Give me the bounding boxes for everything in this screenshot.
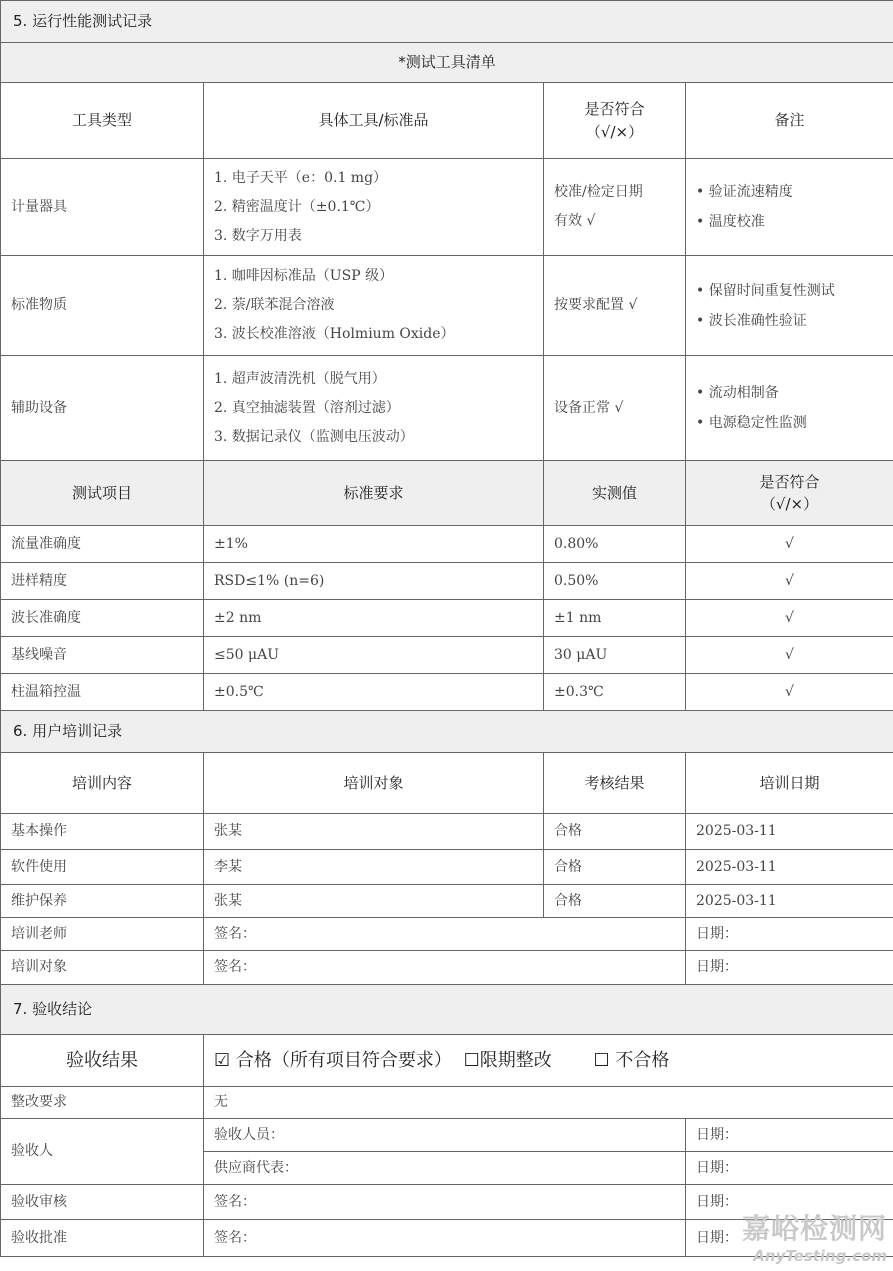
section-7-title: 7. 验收结论 xyxy=(1,985,893,1035)
header-tool-type: 工具类型 xyxy=(1,83,204,159)
test-measured: 0.50% xyxy=(544,563,686,600)
header-notes: 备注 xyxy=(686,83,893,159)
date-field[interactable]: 日期： xyxy=(686,918,893,951)
header-test-item: 测试项目 xyxy=(1,461,204,526)
tool-status: 校准/检定日期 有效 √ xyxy=(544,159,686,256)
checkbox-pass[interactable]: ☑ 合格（所有项目符合要求） xyxy=(214,1050,452,1071)
watermark-cn: 嘉峪检测网 xyxy=(741,1212,887,1245)
test-ok: √ xyxy=(686,637,893,674)
watermark-logo xyxy=(742,1207,887,1265)
acceptance-options xyxy=(204,1035,893,1087)
test-measured: 30 μAU xyxy=(544,637,686,674)
test-requirement: RSD≤1% (n=6) xyxy=(204,563,544,600)
test-item: 进样精度 xyxy=(1,563,204,600)
table-row xyxy=(1,637,893,674)
table-row xyxy=(1,674,893,711)
signature-field[interactable]: 签名： xyxy=(204,918,686,951)
acceptor-label: 验收人 xyxy=(1,1119,204,1185)
training-date: 2025-03-11 xyxy=(686,850,893,885)
signature-row xyxy=(1,951,893,985)
tool-type: 标准物质 xyxy=(1,256,204,356)
training-date: 2025-03-11 xyxy=(686,885,893,918)
test-item: 基线噪音 xyxy=(1,637,204,674)
test-item: 波长准确度 xyxy=(1,600,204,637)
header-training-content: 培训内容 xyxy=(1,753,204,814)
test-measured: 0.80% xyxy=(544,526,686,563)
signature-field[interactable]: 签名： xyxy=(204,1185,686,1220)
test-requirement: ±2 nm xyxy=(204,600,544,637)
rectify-label: 整改要求 xyxy=(1,1087,204,1119)
table-row xyxy=(1,850,893,885)
signature-row xyxy=(1,918,893,951)
date-field[interactable]: 日期： xyxy=(686,1119,893,1152)
test-ok: √ xyxy=(686,600,893,637)
watermark-en: AnyTesting.com xyxy=(753,1247,887,1265)
assessment-result: 合格 xyxy=(544,814,686,850)
approve-label: 验收批准 xyxy=(1,1220,204,1257)
table-row xyxy=(1,563,893,600)
sign-role: 培训对象 xyxy=(1,951,204,985)
tool-status: 设备正常 √ xyxy=(544,356,686,461)
training-content: 基本操作 xyxy=(1,814,204,850)
training-date: 2025-03-11 xyxy=(686,814,893,850)
tool-type: 计量器具 xyxy=(1,159,204,256)
tool-type: 辅助设备 xyxy=(1,356,204,461)
table-row xyxy=(1,526,893,563)
header-measured: 实测值 xyxy=(544,461,686,526)
training-content: 维护保养 xyxy=(1,885,204,918)
section-5-title: 5. 运行性能测试记录 xyxy=(1,1,893,43)
tool-items: 1. 超声波清洗机（脱气用） 2. 真空抽滤装置（溶剂过滤） 3. 数据记录仪（监测电压波动） xyxy=(204,356,544,461)
date-field[interactable]: 日期： xyxy=(686,1220,893,1257)
trainee: 李某 xyxy=(204,850,544,885)
tool-items: 1. 电子天平（e：0.1 mg） 2. 精密温度计（±0.1℃） 3. 数字万用表 xyxy=(204,159,544,256)
assessment-result: 合格 xyxy=(544,885,686,918)
header-tool-detail: 具体工具/标准品 xyxy=(204,83,544,159)
acceptance-result-label: 验收结果 xyxy=(1,1035,204,1087)
test-item: 柱温箱控温 xyxy=(1,674,204,711)
test-measured: ±0.3℃ xyxy=(544,674,686,711)
header-training-date: 培训日期 xyxy=(686,753,893,814)
table-row xyxy=(1,159,893,256)
test-requirement: ±0.5℃ xyxy=(204,674,544,711)
tool-notes: • 保留时间重复性测试 • 波长准确性验证 xyxy=(686,256,893,356)
checkbox-fail[interactable]: ☐ 不合格 xyxy=(593,1050,670,1071)
test-item: 流量准确度 xyxy=(1,526,204,563)
header-test-compliance: 是否符合 （√/×） xyxy=(686,461,893,526)
test-requirement: ≤50 μAU xyxy=(204,637,544,674)
header-requirement: 标准要求 xyxy=(204,461,544,526)
header-compliance: 是否符合 （√/×） xyxy=(544,83,686,159)
tool-notes: • 流动相制备 • 电源稳定性监测 xyxy=(686,356,893,461)
table-row xyxy=(1,356,893,461)
signature-field[interactable]: 签名： xyxy=(204,1220,686,1257)
date-field[interactable]: 日期： xyxy=(686,951,893,985)
date-field[interactable]: 日期： xyxy=(686,1152,893,1185)
training-content: 软件使用 xyxy=(1,850,204,885)
acceptor-sign-field[interactable]: 验收人员： xyxy=(204,1119,686,1152)
test-requirement: ±1% xyxy=(204,526,544,563)
table-row xyxy=(1,256,893,356)
header-assessment: 考核结果 xyxy=(544,753,686,814)
table-row xyxy=(1,814,893,850)
rectify-value: 无 xyxy=(204,1087,893,1119)
tool-notes: • 验证流速精度 • 温度校准 xyxy=(686,159,893,256)
tool-status: 按要求配置 √ xyxy=(544,256,686,356)
test-ok: √ xyxy=(686,563,893,600)
section-6-title: 6. 用户培训记录 xyxy=(1,711,893,753)
tool-items: 1. 咖啡因标准品（USP 级） 2. 萘/联苯混合溶液 3. 波长校准溶液（Holmium Oxide） xyxy=(204,256,544,356)
table-row xyxy=(1,885,893,918)
signature-field[interactable]: 签名： xyxy=(204,951,686,985)
date-field[interactable]: 日期： xyxy=(686,1185,893,1220)
table-row xyxy=(1,600,893,637)
sign-role: 培训老师 xyxy=(1,918,204,951)
tools-list-title: *测试工具清单 xyxy=(1,43,893,83)
assessment-result: 合格 xyxy=(544,850,686,885)
test-ok: √ xyxy=(686,526,893,563)
trainee: 张某 xyxy=(204,885,544,918)
checkbox-rectify[interactable]: ☐限期整改 xyxy=(463,1050,552,1071)
trainee: 张某 xyxy=(204,814,544,850)
supplier-sign-field[interactable]: 供应商代表： xyxy=(204,1152,686,1185)
test-ok: √ xyxy=(686,674,893,711)
header-trainee: 培训对象 xyxy=(204,753,544,814)
review-label: 验收审核 xyxy=(1,1185,204,1220)
test-measured: ±1 nm xyxy=(544,600,686,637)
